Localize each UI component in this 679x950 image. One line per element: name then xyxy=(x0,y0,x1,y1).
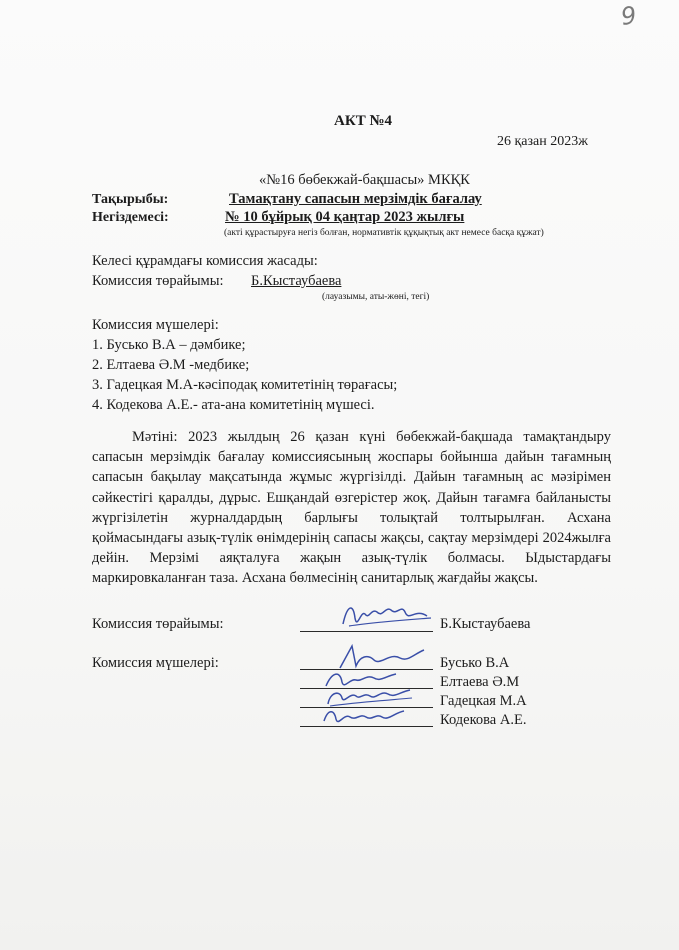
basis-value: № 10 бұйрық 04 қаңтар 2023 жылғы xyxy=(225,209,465,225)
member-line: 3. Гадецкая М.А-кәсіподақ комитетінің төрағасы; xyxy=(92,377,398,393)
chair-note: (лауазымы, аты-жөні, тегі) xyxy=(322,292,430,302)
basis-note: (акті құрастыруға негіз болған, нормативтік құқықтық акт немесе басқа құжат) xyxy=(224,228,544,238)
sign-member-name: Бусько В.А xyxy=(440,655,510,671)
member-line: 2. Елтаева Ә.М -медбике; xyxy=(92,357,250,373)
topic-value: Тамақтану сапасын мерзімдік бағалау xyxy=(229,191,482,207)
composition-line: Келесі құрамдағы комиссия жасады: xyxy=(92,253,318,269)
organization-name: «№16 бөбекжай-бақшасы» МКҚК xyxy=(259,172,470,188)
chair-label: Комиссия төрайымы: xyxy=(92,273,224,289)
sign-member-name: Кодекова А.Е. xyxy=(440,712,527,728)
member-line: 4. Кодекова А.Е.- ата-ана комитетінің мүшесі. xyxy=(92,397,375,413)
basis-label: Негіздемесі: xyxy=(92,210,169,225)
chair-name: Б.Кыстаубаева xyxy=(251,273,342,289)
act-date: 26 қазан 2023ж xyxy=(497,134,588,149)
sign-member-name: Елтаева Ә.М xyxy=(440,674,520,690)
act-body-text: Мәтіні: 2023 жылдың 26 қазан күні бөбекжай-бақшада тамақтандыру сапасын мерзімдік бағалау комиссиясының жоспары бойынша дайын тағамның сапасын бақылау мақсатында жұмыс жүргізілді. Дайын тағамның ас мәзірімен сәйкестігі қаралды, дұрыс. Ешқандай өзгерістер жоқ. Дайын тағамға байланысты жүргізілетін журналдардың барлығы толықтай толтырылған. Асхана қоймасындағы азық-түлік өнімдерінің сапасы жақсы, сақтау мерзімдері 2024жылға дейін. Мерзімі аяқталуға жақын азық-түлік болмасы. Ыдыстардағы маркировкаланған таза. Асхана бөлмесінің санитарлық жағдайы жақсы. xyxy=(92,429,611,587)
chair-signature xyxy=(335,596,435,636)
topic-label: Тақырыбы: xyxy=(92,192,169,207)
act-title: АКТ №4 xyxy=(334,113,393,129)
member-signature xyxy=(318,703,408,731)
sign-member-name: Гадецкая М.А xyxy=(440,693,527,709)
sign-chair-name: Б.Кыстаубаева xyxy=(440,616,531,632)
member-line: 1. Бусько В.А – дәмбике; xyxy=(92,337,246,353)
members-heading: Комиссия мүшелері: xyxy=(92,317,219,333)
sign-members-label: Комиссия мүшелері: xyxy=(92,655,219,671)
sign-chair-label: Комиссия төрайымы: xyxy=(92,616,224,632)
page-number: 9 xyxy=(619,1,639,31)
